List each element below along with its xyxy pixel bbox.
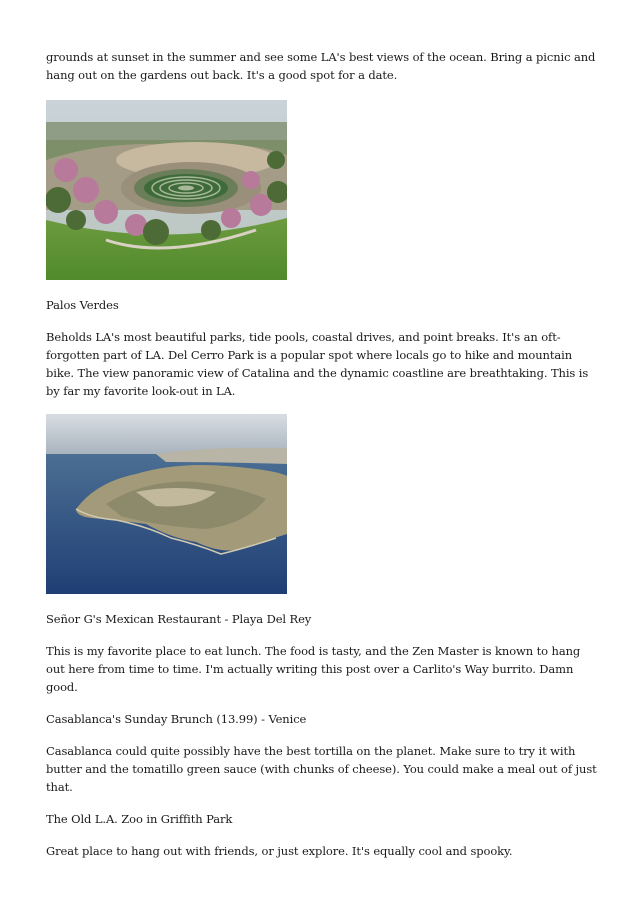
- intro-paragraph: grounds at sunset in the summer and see some LA's best views of the ocean. Bring a picnic and hang out on the gardens out back. It's a good spot for a date.: [46, 50, 596, 82]
- document-page: [46, 48, 602, 874]
- senor-g-heading: Señor G's Mexican Restaurant - Playa Del Rey: [46, 612, 312, 626]
- zoo-paragraph: Great place to hang out with friends, or just explore. It's equally cool and spooky.: [46, 844, 513, 858]
- casablanca-heading: Casablanca's Sunday Brunch (13.99) - Venice: [46, 712, 307, 726]
- coastline-photo: [46, 414, 287, 594]
- casablanca-paragraph: Casablanca could quite possibly have the best tortilla on the planet. Make sure to try it with butter and the tomatillo green sauce (with chunks of cheese). You could make a meal out of just that.: [46, 744, 597, 794]
- palos-verdes-heading: Palos Verdes: [46, 298, 119, 312]
- senor-g-paragraph: This is my favorite place to eat lunch. The food is tasty, and the Zen Master is known to hang out here from time to time. I'm actually writing this post over a Carlito's Way burrito. Damn good.: [46, 644, 581, 694]
- zoo-heading: The Old L.A. Zoo in Griffith Park: [46, 812, 233, 826]
- garden-maze-photo: [46, 100, 287, 280]
- palos-verdes-paragraph: Beholds LA's most beautiful parks, tide pools, coastal drives, and point breaks. It's an oft-forgotten part of LA. Del Cerro Park is a popular spot where locals go to hike and mountain bike. The view panoramic view of Catalina and the dynamic coastline are breathtaking. This is by far my favorite look-out in LA.: [46, 330, 589, 398]
